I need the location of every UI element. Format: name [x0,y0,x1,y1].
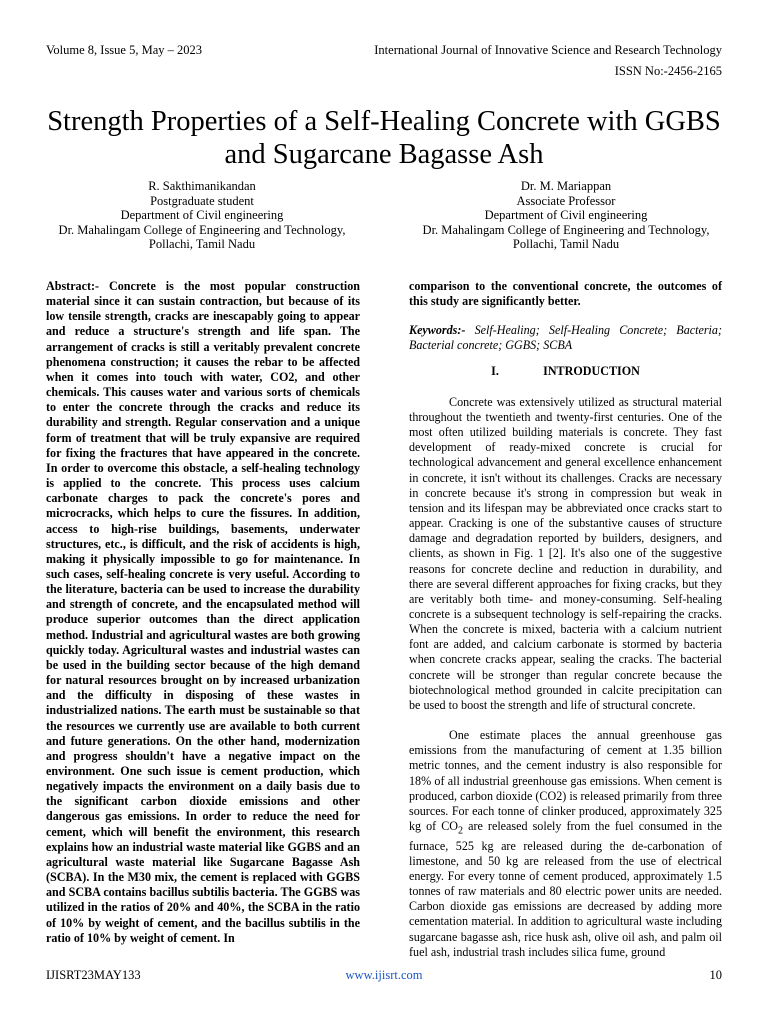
author-department: Department of Civil engineering [484,208,648,223]
keywords-text: Self-Healing; Self-Healing Concrete; Bacteria; Bacterial concrete; GGBS; SCBA [409,323,722,353]
journal-volume: Volume 8, Issue 5, May – 2023 [46,43,203,57]
intro-paragraph-1: Concrete was extensively utilized as structural material throughout the twentieth and twenty-first centuries. One of the most often utilized building materials is concrete. They fast development of ready-mixed concrete is crucial for technological advancement and general excellence enhancement in concrete, it isn't without its challenges. Cracks are necessary in concrete because it's strong in compression but weak in tension and its lifespan may be abbreviated once cracks start to appear. Cracking is one of the substantive causes of structure damage and degradation reported by builders, designers, and clients, as shown in Fig. 1 [2]. It's also one of the suggestive reasons for concrete decline and reduction in durability, and there are several different approaches for fixing cracks, but they are veritably both time- and money-consuming. Self-healing concrete is a subsequent technology is self-repairing the cracks. When the concrete is mixed, bacteria with a calcium nutrient font are added, and calcium carbonate is stormed by bacteria when concrete cracks appear, sealing the cracks. The bacterial concrete will be stronger than regular concrete because the biotechnological method grounded in calcite precipitation can be used to boost the strength and life of structural concrete. [409,394,722,712]
author-department: Department of Civil engineering [120,208,284,223]
author-institution: Dr. Mahalingam College of Engineering and Technology, [58,222,346,237]
section-number: I. [491,363,499,378]
author-name: Dr. M. Mariappan [520,179,612,193]
journal-name: International Journal of Innovative Science and Research Technology [374,43,722,57]
right-column [409,279,722,960]
abstract-text: Abstract:- Concrete is the most popular construction material since it can sustain contraction, but because of its low tensile strength, cracks are inescapably going to appear and reduce a structure's strength and life span. The arrangement of cracks is still a veritably prevalent concrete phenomena construction; it causes the rebar to be affected when it comes into touch with water, CO2, and other chemicals. This causes water and various sorts of chemicals to enter the concrete through the cracks and reduce its durability and strength. Regular conservation and a unique form of treatment that will be truly expansive are required for fixing the fractures that have appeared in the concrete. In order to overcome this obstacle, a self-healing technology is applied to the concrete. This process uses calcium carbonate charges to pack the concrete's pores and microcracks, which helps to cure the fissures. In addition, access to high-rise buildings, basements, underwater structures, etc., is difficult, and the risk of accidents is high, making it physically impossible to go for maintenance. In such cases, self-healing concrete is very useful. According to the literature, bacteria can be used to increase the durability and strength of concrete, and the encapsulated method will produce superior outcomes than the direct application method. Industrial and agricultural wastes are both growing quickly today. Agricultural wastes and industrial wastes can be used in the building sector because of the high demand for natural resources brought on by increased urbanization and the difficulty in disposing of these wastes in industrialized nations. The earth must be sustainable so that the resources we currently use are available to both current and future generations. On the other hand, modernization and progress shouldn't have a negative impact on the environment. One such issue is cement production, which negatively impacts the environment on a daily basis due to the significant carbon dioxide emissions and other dangerous gas emissions. In order to reduce the need for cement, which will benefit the environment, this research explains how an industrial waste material like GGBS and an agricultural waste material like Sugarcane Bagasse Ash (SCBA). In the M30 mix, the cement is replaced with GGBS and SCBA contains bacillus subtilis bacteria. The GGBS was utilized in the ratios of 20% and 40%, the SCBA in the ratio of 10% by weight of cement, and the bacillus subtilis in the ratio of 10% by weight of cement. In [46,279,360,945]
author-block-1 [46,179,358,252]
keywords [409,323,722,353]
author-position: Associate Professor [516,193,616,208]
footer-journal-link[interactable]: www.ijisrt.com [345,968,423,982]
intro-paragraph-2: One estimate places the annual greenhouse gas emissions from the manufacturing of cement at 1.35 billion metric tonnes, and the cement industry is also responsible for 18% of all industrial greenhouse gas emissions. When cement is produced, carbon dioxide (CO2) is released primarily from three sources. For each tonne of clinker produced, approximately 325 kg of $CO_2$ are released solely from the fuel consumed in the furnace, 525 kg are released during the de-carbonation of limestone, and 50 kg are released from the use of electrical energy. For every tonne of cement produced, approximately 1.5 tonnes of raw materials and 80 electric power units are needed. Carbon dioxide gas emissions are decreased by adding more cementation material. In addition to agricultural waste including sugarcane bagasse ash, rice husk ash, olive oil ash, and palm oil fuel ash, industrial trash includes silica fume, ground [409,728,722,959]
author-name: R. Sakthimanikandan [148,179,256,193]
section-heading [409,364,722,379]
author-location: Pollachi, Tamil Nadu [512,237,620,252]
footer-page-number: 10 [709,968,722,982]
section-title: INTRODUCTION [543,363,640,378]
journal-issn: ISSN No:-2456-2165 [614,64,722,78]
author-institution: Dr. Mahalingam College of Engineering and Technology, [422,222,710,237]
author-block-2 [410,179,722,252]
author-position: Postgraduate student [150,193,254,208]
author-location: Pollachi, Tamil Nadu [148,237,256,252]
abstract-continuation: comparison to the conventional concrete, the outcomes of this study are significantly better. [409,279,722,309]
footer-paper-id: IJISRT23MAY133 [46,968,141,982]
keywords-label: Keywords:- [409,323,466,338]
paper-title: Strength Properties of a Self-Healing Concrete with GGBS and Sugarcane Bagasse Ash [47,106,721,171]
subscript: 2 [458,825,464,837]
